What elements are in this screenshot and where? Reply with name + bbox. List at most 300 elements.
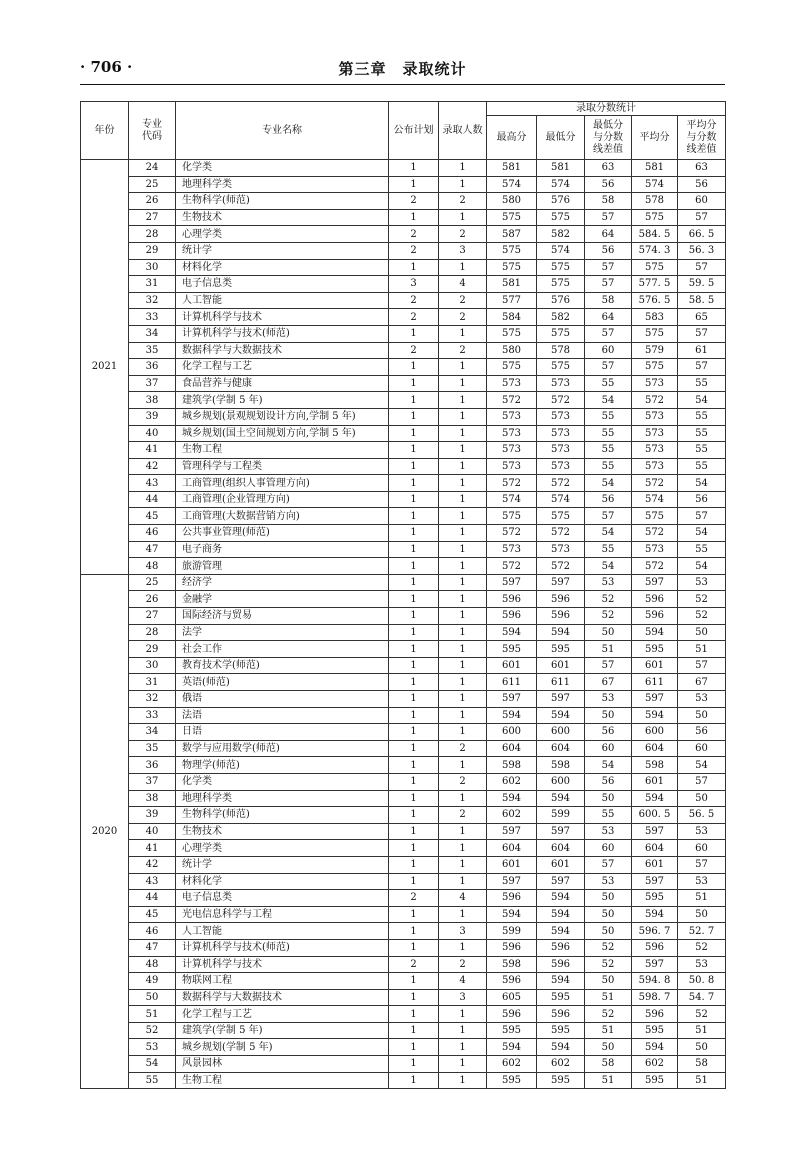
avg-cell: 577. 5 <box>632 276 678 293</box>
avg-cell: 595 <box>632 890 678 907</box>
name-cell: 建筑学(学制 5 年) <box>176 392 389 409</box>
table-row <box>81 624 726 641</box>
avg-cell: 594 <box>632 1039 678 1056</box>
min-cell: 597 <box>537 574 585 591</box>
max-cell: 575 <box>487 325 537 342</box>
max-cell: 602 <box>487 1056 537 1073</box>
admitted-cell: 2 <box>439 292 487 309</box>
avg-cell: 573 <box>632 442 678 459</box>
table-row <box>81 325 726 342</box>
avg-diff-cell: 52. 7 <box>678 923 726 940</box>
admitted-cell: 1 <box>439 558 487 575</box>
max-cell: 575 <box>487 259 537 276</box>
code-cell: 44 <box>129 890 176 907</box>
code-cell: 54 <box>129 1056 176 1073</box>
name-cell: 公共事业管理(师范) <box>176 525 389 542</box>
avg-diff-cell: 61 <box>678 342 726 359</box>
max-cell: 597 <box>487 823 537 840</box>
name-cell: 计算机科学与技术(师范) <box>176 325 389 342</box>
avg-diff-cell: 58. 5 <box>678 292 726 309</box>
col-header-score-group: 录取分数统计 <box>487 102 726 116</box>
admitted-cell: 2 <box>439 956 487 973</box>
min-cell: 595 <box>537 641 585 658</box>
name-cell: 计算机科学与技术 <box>176 956 389 973</box>
code-cell: 42 <box>129 856 176 873</box>
name-cell: 化学类 <box>176 773 389 790</box>
plan-cell: 1 <box>389 840 439 857</box>
plan-cell: 1 <box>389 1006 439 1023</box>
max-cell: 598 <box>487 956 537 973</box>
max-cell: 574 <box>487 176 537 193</box>
code-cell: 47 <box>129 939 176 956</box>
avg-diff-cell: 55 <box>678 442 726 459</box>
name-cell: 地理科学类 <box>176 790 389 807</box>
avg-cell: 601 <box>632 856 678 873</box>
code-cell: 46 <box>129 525 176 542</box>
min-diff-cell: 51 <box>585 989 632 1006</box>
admitted-cell: 3 <box>439 242 487 259</box>
plan-cell: 1 <box>389 757 439 774</box>
plan-cell: 1 <box>389 442 439 459</box>
admitted-cell: 3 <box>439 923 487 940</box>
avg-diff-cell: 50 <box>678 707 726 724</box>
table-header <box>81 102 726 160</box>
avg-cell: 576. 5 <box>632 292 678 309</box>
plan-cell: 1 <box>389 807 439 824</box>
name-cell: 电子信息类 <box>176 276 389 293</box>
plan-cell: 1 <box>389 375 439 392</box>
name-cell: 城乡规划(景观规划设计方向,学制 5 年) <box>176 408 389 425</box>
avg-diff-cell: 57 <box>678 359 726 376</box>
min-diff-cell: 50 <box>585 1039 632 1056</box>
min-cell: 596 <box>537 939 585 956</box>
code-cell: 24 <box>129 160 176 177</box>
max-cell: 604 <box>487 740 537 757</box>
min-diff-cell: 64 <box>585 309 632 326</box>
admission-stats-table <box>80 101 726 1089</box>
min-cell: 581 <box>537 160 585 177</box>
col-header-name: 专业名称 <box>176 102 389 160</box>
max-cell: 596 <box>487 939 537 956</box>
code-cell: 35 <box>129 740 176 757</box>
admitted-cell: 1 <box>439 691 487 708</box>
avg-diff-cell: 57 <box>678 508 726 525</box>
name-cell: 生物工程 <box>176 1072 389 1089</box>
plan-cell: 1 <box>389 856 439 873</box>
avg-diff-cell: 55 <box>678 458 726 475</box>
year-cell: 2020 <box>81 574 129 1088</box>
name-cell: 人工智能 <box>176 292 389 309</box>
table-row <box>81 973 726 990</box>
table-row <box>81 608 726 625</box>
plan-cell: 1 <box>389 574 439 591</box>
table-row <box>81 491 726 508</box>
max-cell: 573 <box>487 425 537 442</box>
plan-cell: 2 <box>389 890 439 907</box>
max-cell: 581 <box>487 160 537 177</box>
min-cell: 572 <box>537 525 585 542</box>
min-diff-cell: 54 <box>585 392 632 409</box>
name-cell: 电子信息类 <box>176 890 389 907</box>
code-cell: 32 <box>129 691 176 708</box>
avg-diff-cell: 58 <box>678 1056 726 1073</box>
code-cell: 43 <box>129 873 176 890</box>
admitted-cell: 1 <box>439 873 487 890</box>
avg-diff-cell: 52 <box>678 591 726 608</box>
max-cell: 573 <box>487 541 537 558</box>
plan-cell: 2 <box>389 309 439 326</box>
admitted-cell: 2 <box>439 309 487 326</box>
code-cell: 42 <box>129 458 176 475</box>
plan-cell: 1 <box>389 724 439 741</box>
plan-cell: 1 <box>389 558 439 575</box>
table-row <box>81 674 726 691</box>
admitted-cell: 1 <box>439 641 487 658</box>
avg-cell: 597 <box>632 956 678 973</box>
name-cell: 物理学(师范) <box>176 757 389 774</box>
avg-diff-cell: 55 <box>678 408 726 425</box>
max-cell: 595 <box>487 1072 537 1089</box>
admitted-cell: 1 <box>439 458 487 475</box>
name-cell: 化学工程与工艺 <box>176 359 389 376</box>
max-cell: 597 <box>487 574 537 591</box>
max-cell: 577 <box>487 292 537 309</box>
admitted-cell: 1 <box>439 757 487 774</box>
avg-cell: 597 <box>632 691 678 708</box>
admitted-cell: 1 <box>439 1006 487 1023</box>
avg-diff-cell: 66. 5 <box>678 226 726 243</box>
min-cell: 575 <box>537 325 585 342</box>
table-row <box>81 226 726 243</box>
avg-diff-cell: 53 <box>678 691 726 708</box>
code-cell: 40 <box>129 425 176 442</box>
plan-cell: 1 <box>389 608 439 625</box>
avg-diff-cell: 51 <box>678 1022 726 1039</box>
table-row <box>81 657 726 674</box>
min-diff-cell: 55 <box>585 375 632 392</box>
admitted-cell: 1 <box>439 209 487 226</box>
table-row <box>81 807 726 824</box>
avg-cell: 604 <box>632 840 678 857</box>
avg-cell: 594. 8 <box>632 973 678 990</box>
min-cell: 596 <box>537 1006 585 1023</box>
table-row <box>81 691 726 708</box>
avg-cell: 573 <box>632 541 678 558</box>
col-header-min: 最低分 <box>537 116 585 160</box>
table-row <box>81 906 726 923</box>
table-row <box>81 591 726 608</box>
min-cell: 578 <box>537 342 585 359</box>
table-row <box>81 408 726 425</box>
table-row <box>81 508 726 525</box>
admitted-cell: 2 <box>439 773 487 790</box>
min-cell: 573 <box>537 442 585 459</box>
min-diff-cell: 50 <box>585 624 632 641</box>
page-number: · 706 · <box>80 58 133 76</box>
min-diff-cell: 54 <box>585 525 632 542</box>
max-cell: 572 <box>487 525 537 542</box>
avg-cell: 596 <box>632 608 678 625</box>
max-cell: 599 <box>487 923 537 940</box>
table-row <box>81 1022 726 1039</box>
admitted-cell: 1 <box>439 574 487 591</box>
admitted-cell: 4 <box>439 276 487 293</box>
name-cell: 经济学 <box>176 574 389 591</box>
avg-diff-cell: 56. 3 <box>678 242 726 259</box>
min-diff-cell: 56 <box>585 242 632 259</box>
plan-cell: 1 <box>389 425 439 442</box>
plan-cell: 2 <box>389 242 439 259</box>
code-cell: 41 <box>129 840 176 857</box>
table-row <box>81 558 726 575</box>
min-diff-cell: 51 <box>585 641 632 658</box>
min-cell: 582 <box>537 226 585 243</box>
name-cell: 社会工作 <box>176 641 389 658</box>
table-row <box>81 442 726 459</box>
table-row <box>81 292 726 309</box>
code-cell: 48 <box>129 956 176 973</box>
avg-diff-cell: 52 <box>678 939 726 956</box>
avg-diff-cell: 57 <box>678 259 726 276</box>
min-cell: 602 <box>537 1056 585 1073</box>
name-cell: 金融学 <box>176 591 389 608</box>
name-cell: 数据科学与大数据技术 <box>176 989 389 1006</box>
max-cell: 605 <box>487 989 537 1006</box>
name-cell: 生物工程 <box>176 442 389 459</box>
name-cell: 材料化学 <box>176 259 389 276</box>
admitted-cell: 1 <box>439 442 487 459</box>
max-cell: 597 <box>487 691 537 708</box>
min-cell: 595 <box>537 1072 585 1089</box>
table-row <box>81 873 726 890</box>
max-cell: 575 <box>487 508 537 525</box>
plan-cell: 2 <box>389 193 439 210</box>
max-cell: 594 <box>487 707 537 724</box>
table-row <box>81 1006 726 1023</box>
plan-cell: 1 <box>389 740 439 757</box>
min-diff-cell: 57 <box>585 359 632 376</box>
avg-diff-cell: 53 <box>678 956 726 973</box>
admitted-cell: 2 <box>439 342 487 359</box>
plan-cell: 1 <box>389 259 439 276</box>
code-cell: 31 <box>129 674 176 691</box>
min-diff-cell: 50 <box>585 707 632 724</box>
admitted-cell: 1 <box>439 1072 487 1089</box>
min-diff-cell: 53 <box>585 574 632 591</box>
admitted-cell: 1 <box>439 1056 487 1073</box>
avg-diff-cell: 57 <box>678 856 726 873</box>
max-cell: 574 <box>487 491 537 508</box>
name-cell: 统计学 <box>176 856 389 873</box>
name-cell: 国际经济与贸易 <box>176 608 389 625</box>
avg-diff-cell: 53 <box>678 823 726 840</box>
avg-cell: 594 <box>632 790 678 807</box>
avg-diff-cell: 59. 5 <box>678 276 726 293</box>
code-cell: 46 <box>129 923 176 940</box>
plan-cell: 1 <box>389 657 439 674</box>
min-cell: 594 <box>537 790 585 807</box>
min-diff-cell: 57 <box>585 325 632 342</box>
min-diff-cell: 57 <box>585 209 632 226</box>
plan-cell: 2 <box>389 226 439 243</box>
name-cell: 心理学类 <box>176 226 389 243</box>
admitted-cell: 1 <box>439 856 487 873</box>
plan-cell: 1 <box>389 1056 439 1073</box>
code-cell: 50 <box>129 989 176 1006</box>
avg-diff-cell: 50 <box>678 624 726 641</box>
plan-cell: 1 <box>389 1039 439 1056</box>
avg-diff-cell: 60 <box>678 193 726 210</box>
table-row <box>81 259 726 276</box>
name-cell: 俄语 <box>176 691 389 708</box>
plan-cell: 1 <box>389 176 439 193</box>
name-cell: 物联网工程 <box>176 973 389 990</box>
admitted-cell: 1 <box>439 591 487 608</box>
min-cell: 597 <box>537 823 585 840</box>
max-cell: 602 <box>487 807 537 824</box>
avg-cell: 604 <box>632 740 678 757</box>
min-diff-cell: 58 <box>585 292 632 309</box>
plan-cell: 1 <box>389 923 439 940</box>
table-row <box>81 242 726 259</box>
name-cell: 英语(师范) <box>176 674 389 691</box>
code-cell: 25 <box>129 176 176 193</box>
avg-diff-cell: 54 <box>678 757 726 774</box>
admitted-cell: 4 <box>439 973 487 990</box>
max-cell: 573 <box>487 375 537 392</box>
plan-cell: 1 <box>389 1022 439 1039</box>
name-cell: 管理科学与工程类 <box>176 458 389 475</box>
avg-cell: 597 <box>632 873 678 890</box>
min-cell: 596 <box>537 608 585 625</box>
code-cell: 31 <box>129 276 176 293</box>
plan-cell: 1 <box>389 359 439 376</box>
table-row <box>81 707 726 724</box>
min-diff-cell: 54 <box>585 558 632 575</box>
name-cell: 数据科学与大数据技术 <box>176 342 389 359</box>
table-row <box>81 574 726 591</box>
min-diff-cell: 54 <box>585 475 632 492</box>
min-cell: 574 <box>537 176 585 193</box>
col-header-admitted: 录取人数 <box>439 102 487 160</box>
code-cell: 30 <box>129 657 176 674</box>
admitted-cell: 1 <box>439 790 487 807</box>
chapter-title: 第三章 录取统计 <box>338 60 467 78</box>
code-cell: 39 <box>129 807 176 824</box>
avg-diff-cell: 60 <box>678 840 726 857</box>
max-cell: 597 <box>487 873 537 890</box>
min-diff-cell: 57 <box>585 856 632 873</box>
table-row <box>81 790 726 807</box>
avg-cell: 575 <box>632 508 678 525</box>
plan-cell: 2 <box>389 956 439 973</box>
min-cell: 594 <box>537 1039 585 1056</box>
min-diff-cell: 58 <box>585 1056 632 1073</box>
avg-cell: 596 <box>632 939 678 956</box>
code-cell: 27 <box>129 608 176 625</box>
min-diff-cell: 50 <box>585 790 632 807</box>
max-cell: 596 <box>487 591 537 608</box>
min-cell: 573 <box>537 541 585 558</box>
min-diff-cell: 63 <box>585 160 632 177</box>
min-diff-cell: 50 <box>585 906 632 923</box>
avg-diff-cell: 60 <box>678 740 726 757</box>
avg-cell: 575 <box>632 259 678 276</box>
admitted-cell: 1 <box>439 674 487 691</box>
avg-diff-cell: 54 <box>678 475 726 492</box>
name-cell: 生物科学(师范) <box>176 807 389 824</box>
min-diff-cell: 53 <box>585 823 632 840</box>
admitted-cell: 2 <box>439 807 487 824</box>
plan-cell: 3 <box>389 276 439 293</box>
table-row <box>81 890 726 907</box>
avg-diff-cell: 57 <box>678 773 726 790</box>
code-cell: 33 <box>129 309 176 326</box>
code-cell: 29 <box>129 242 176 259</box>
max-cell: 580 <box>487 193 537 210</box>
table-row <box>81 309 726 326</box>
min-diff-cell: 57 <box>585 508 632 525</box>
plan-cell: 1 <box>389 707 439 724</box>
col-header-code: 专业代码 <box>129 102 176 160</box>
avg-diff-cell: 65 <box>678 309 726 326</box>
name-cell: 光电信息科学与工程 <box>176 906 389 923</box>
table-row <box>81 923 726 940</box>
col-header-avg: 平均分 <box>632 116 678 160</box>
admitted-cell: 1 <box>439 657 487 674</box>
plan-cell: 1 <box>389 641 439 658</box>
avg-cell: 597 <box>632 823 678 840</box>
avg-cell: 600 <box>632 724 678 741</box>
max-cell: 596 <box>487 890 537 907</box>
min-cell: 595 <box>537 989 585 1006</box>
admitted-cell: 1 <box>439 325 487 342</box>
avg-cell: 594 <box>632 707 678 724</box>
col-header-max: 最高分 <box>487 116 537 160</box>
name-cell: 生物科学(师范) <box>176 193 389 210</box>
min-diff-cell: 55 <box>585 541 632 558</box>
admitted-cell: 2 <box>439 740 487 757</box>
col-header-year: 年份 <box>81 102 129 160</box>
min-cell: 604 <box>537 840 585 857</box>
avg-cell: 598. 7 <box>632 989 678 1006</box>
min-cell: 574 <box>537 242 585 259</box>
code-cell: 38 <box>129 392 176 409</box>
table-row <box>81 541 726 558</box>
code-cell: 28 <box>129 226 176 243</box>
avg-cell: 573 <box>632 375 678 392</box>
max-cell: 580 <box>487 342 537 359</box>
plan-cell: 1 <box>389 773 439 790</box>
admitted-cell: 1 <box>439 508 487 525</box>
name-cell: 工商管理(大数据营销方向) <box>176 508 389 525</box>
min-cell: 604 <box>537 740 585 757</box>
max-cell: 575 <box>487 242 537 259</box>
avg-diff-cell: 63 <box>678 160 726 177</box>
admitted-cell: 1 <box>439 939 487 956</box>
plan-cell: 1 <box>389 973 439 990</box>
min-cell: 575 <box>537 259 585 276</box>
avg-diff-cell: 57 <box>678 657 726 674</box>
max-cell: 601 <box>487 856 537 873</box>
avg-cell: 574 <box>632 176 678 193</box>
max-cell: 598 <box>487 757 537 774</box>
table-row <box>81 724 726 741</box>
avg-cell: 578 <box>632 193 678 210</box>
min-cell: 575 <box>537 359 585 376</box>
max-cell: 604 <box>487 840 537 857</box>
plan-cell: 1 <box>389 591 439 608</box>
